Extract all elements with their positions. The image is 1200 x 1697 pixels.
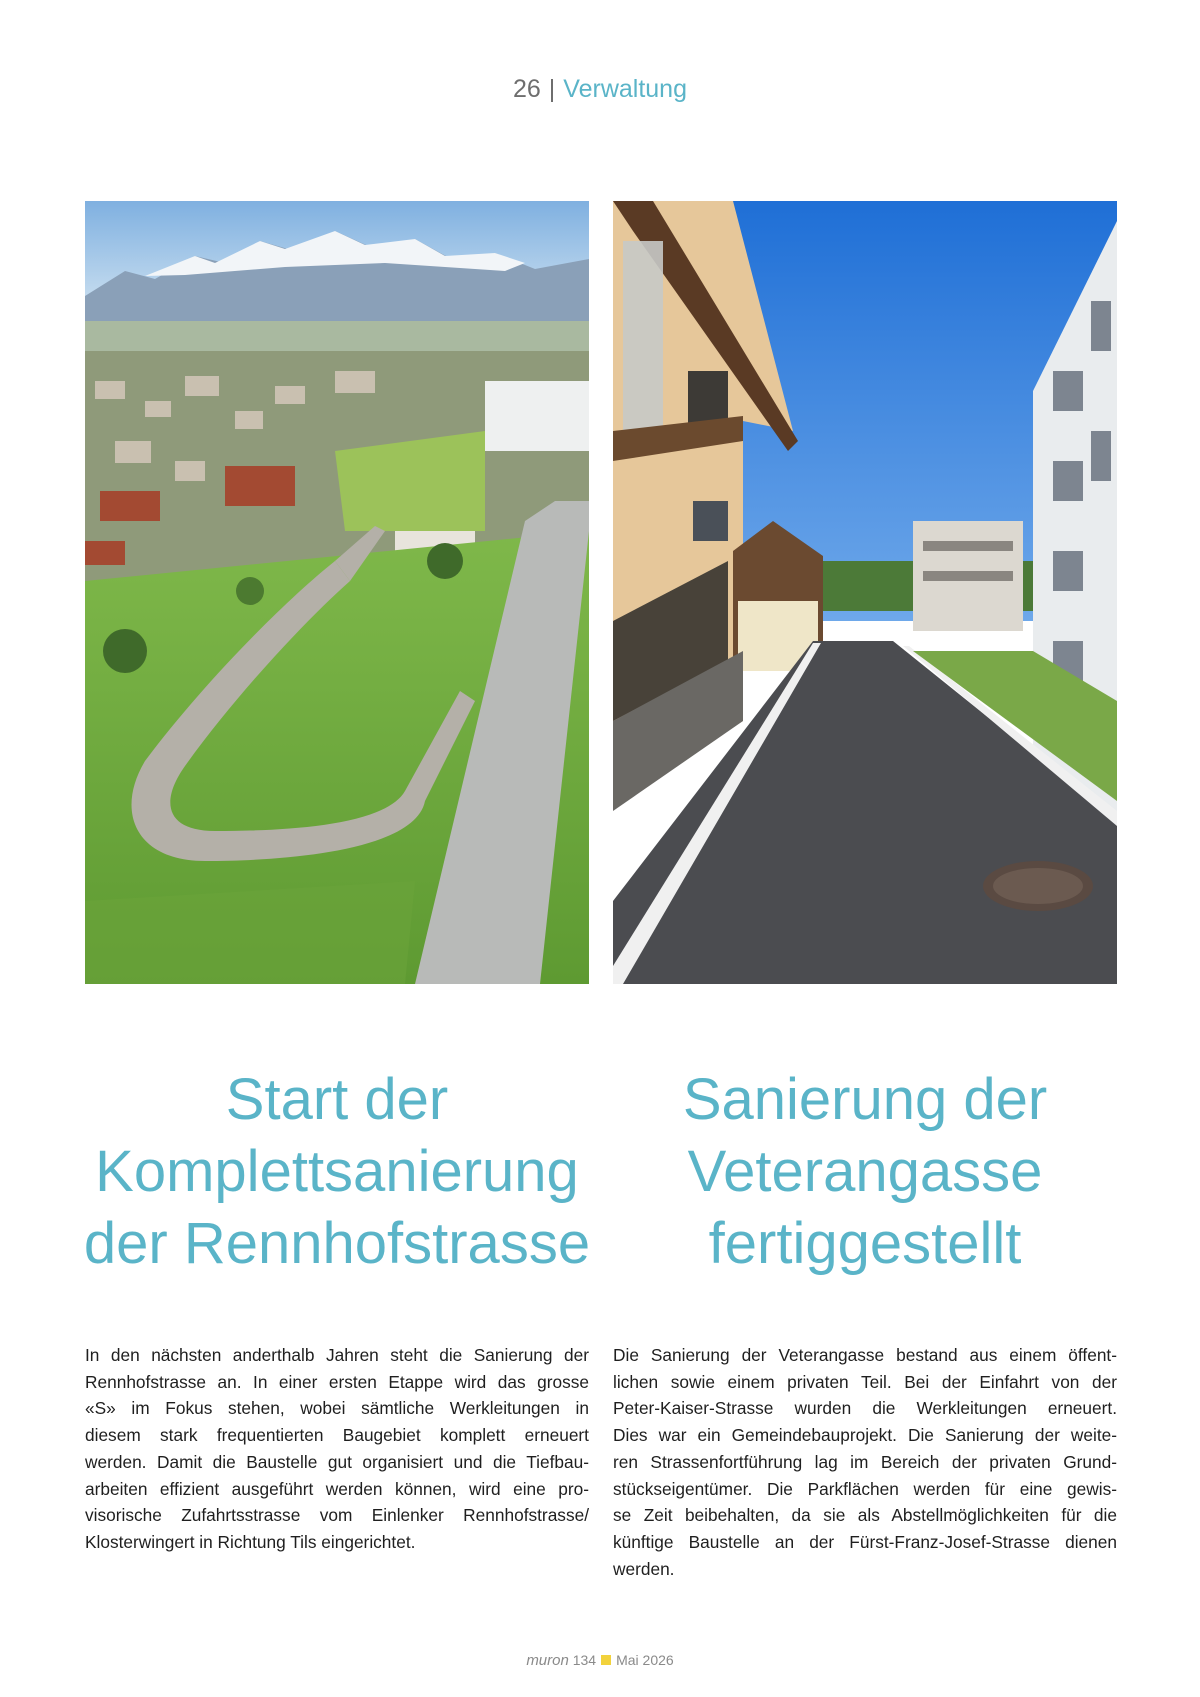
body-line: Klosterwingert in Richtung Tils eingerichtet. xyxy=(85,1531,416,1552)
footer-square-icon xyxy=(601,1655,611,1665)
body-line: werden. Damit die Baustelle gut organisiert und die Tiefbau- xyxy=(85,1451,589,1472)
article-body-rennhofstrasse xyxy=(85,1342,589,1556)
body-line: Peter-Kaiser-Strasse wurden die Werkleitungen erneuert. xyxy=(613,1398,1117,1419)
section-title: Verwaltung xyxy=(563,75,687,103)
photo-veterangasse xyxy=(613,201,1117,984)
headline-line: Start der xyxy=(225,1067,449,1132)
body-line: visorische Zufahrtsstrasse vom Einlenker Rennhofstrasse/ xyxy=(85,1505,589,1526)
photo-rennhofstrasse xyxy=(85,201,589,984)
body-line: lichen sowie einem privaten Teil. Bei der Einfahrt von der xyxy=(613,1371,1117,1392)
page-header xyxy=(0,72,1200,106)
article-body-veterangasse xyxy=(613,1342,1117,1582)
headline-rennhofstrasse xyxy=(77,1064,597,1280)
body-line: werden. xyxy=(613,1558,675,1579)
footer-issue: 134 xyxy=(572,1652,597,1668)
headline-line: Sanierung der xyxy=(682,1067,1048,1132)
headline-line: der Rennhofstrasse xyxy=(83,1211,591,1276)
headline-veterangasse xyxy=(605,1064,1125,1280)
body-line: arbeiten effizient ausgeführt werden können, wird eine pro- xyxy=(85,1478,589,1499)
body-line: künftige Baustelle an der Fürst-Franz-Josef-Strasse dienen xyxy=(613,1531,1117,1552)
header-separator: | xyxy=(548,75,556,103)
headline-line: Veterangasse xyxy=(687,1139,1043,1204)
body-line: In den nächsten anderthalb Jahren steht die Sanierung der xyxy=(85,1345,589,1365)
page-footer xyxy=(0,1652,1200,1669)
footer-brand: muron xyxy=(526,1652,569,1669)
body-line: «S» im Fokus stehen, wobei sämtliche Werkleitungen in xyxy=(85,1398,589,1419)
headline-line: Komplettsanierung xyxy=(95,1139,579,1204)
body-line: stückseigentümer. Die Parkflächen werden für eine gewis- xyxy=(613,1478,1117,1499)
body-line: Dies war ein Gemeindebauprojekt. Die Sanierung der weite- xyxy=(613,1425,1117,1446)
page-number: 26 xyxy=(512,75,541,103)
body-line: diesem stark frequentierten Baugebiet komplett erneuert xyxy=(85,1425,589,1446)
headline-line: fertiggestellt xyxy=(708,1211,1022,1276)
footer-date: Mai 2026 xyxy=(616,1652,674,1668)
body-line: ren Strassenfortführung lag im Bereich der privaten Grund- xyxy=(613,1451,1117,1472)
body-line: Die Sanierung der Veterangasse bestand aus einem öffent- xyxy=(613,1345,1117,1365)
body-line: se Zeit beibehalten, da sie als Abstellmöglichkeiten für die xyxy=(613,1505,1117,1526)
body-line: Rennhofstrasse an. In einer ersten Etappe wird das grosse xyxy=(85,1371,589,1392)
